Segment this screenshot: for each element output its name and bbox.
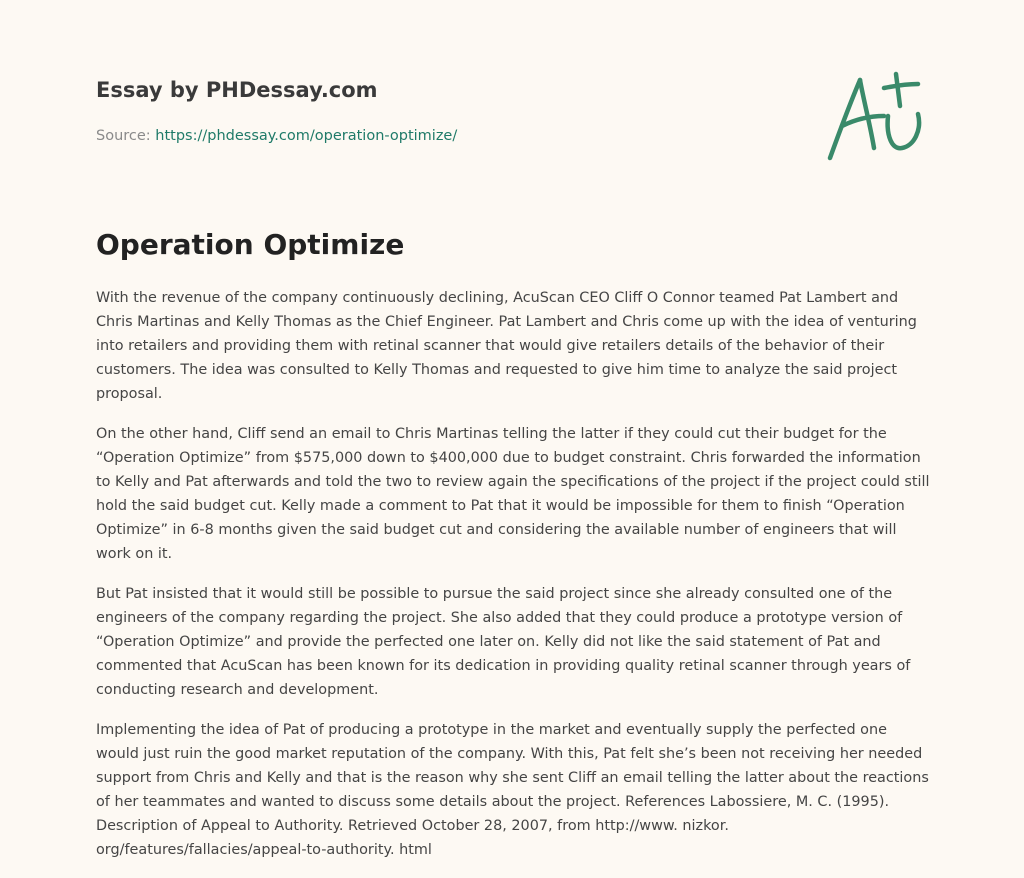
essay-paragraph: With the revenue of the company continuously declining, AcuScan CEO Cliff O Connor teamed Pat Lambert and Chris Martinas and Kelly Thomas as the Chief Engineer. Pat Lambert and Chris come up with the idea of venturing into retailers and providing them with retinal scanner that would give retailers details of the behavior of their customers. The idea was consulted to Kelly Thomas and requested to give him time to analyze the said project proposal. — [96, 290, 917, 402]
a-plus-logo-icon — [822, 66, 930, 166]
essay-paragraph: But Pat insisted that it would still be possible to pursue the said project since she already consulted one of the engineers of the company regarding the project. She also added that they could produce a prototype version of “Operation Optimize” and provide the perfected one later on. Kelly did not like the said statement of Pat and commented that AcuScan has been known for its dedication in providing quality retinal scanner through years of conducting research and development. — [96, 586, 911, 698]
essay-paragraph: Implementing the idea of Pat of producing a prototype in the market and eventually supply the perfected one would just ruin the good market reputation of the company. With this, Pat felt she’s been not receiving her needed support from Chris and Kelly and that is the reason why she sent Cliff an email telling the latter about the reactions of her teammates and wanted to discuss some details about the project. References Labossiere, M. C. (1995). Description of Appeal to Authority. Retrieved October 28, 2007, from http://www. nizkor. org/features/fallacies/appeal-to-authority. html — [96, 722, 929, 858]
page-header — [96, 76, 796, 146]
source-link[interactable]: https://phdessay.com/operation-optimize/ — [155, 128, 458, 144]
essay-content — [96, 226, 932, 878]
essay-paragraph: On the other hand, Cliff send an email to Chris Martinas telling the latter if they could cut their budget for the “Operation Optimize” from $575,000 down to $400,000 due to budget constraint. Chris forwarded the information to Kelly and Pat afterwards and told the two to review again the specifications of the project if the project could still hold the said budget cut. Kelly made a comment to Pat that it would be impossible for them to finish “Operation Optimize” in 6-8 months given the said budget cut and considering the available number of engineers that will work on it. — [96, 426, 930, 562]
source-label: Source: — [96, 128, 156, 144]
site-title: Essay by PHDessay.com — [96, 78, 378, 102]
source-line — [96, 126, 796, 146]
essay-title: Operation Optimize — [96, 228, 405, 261]
